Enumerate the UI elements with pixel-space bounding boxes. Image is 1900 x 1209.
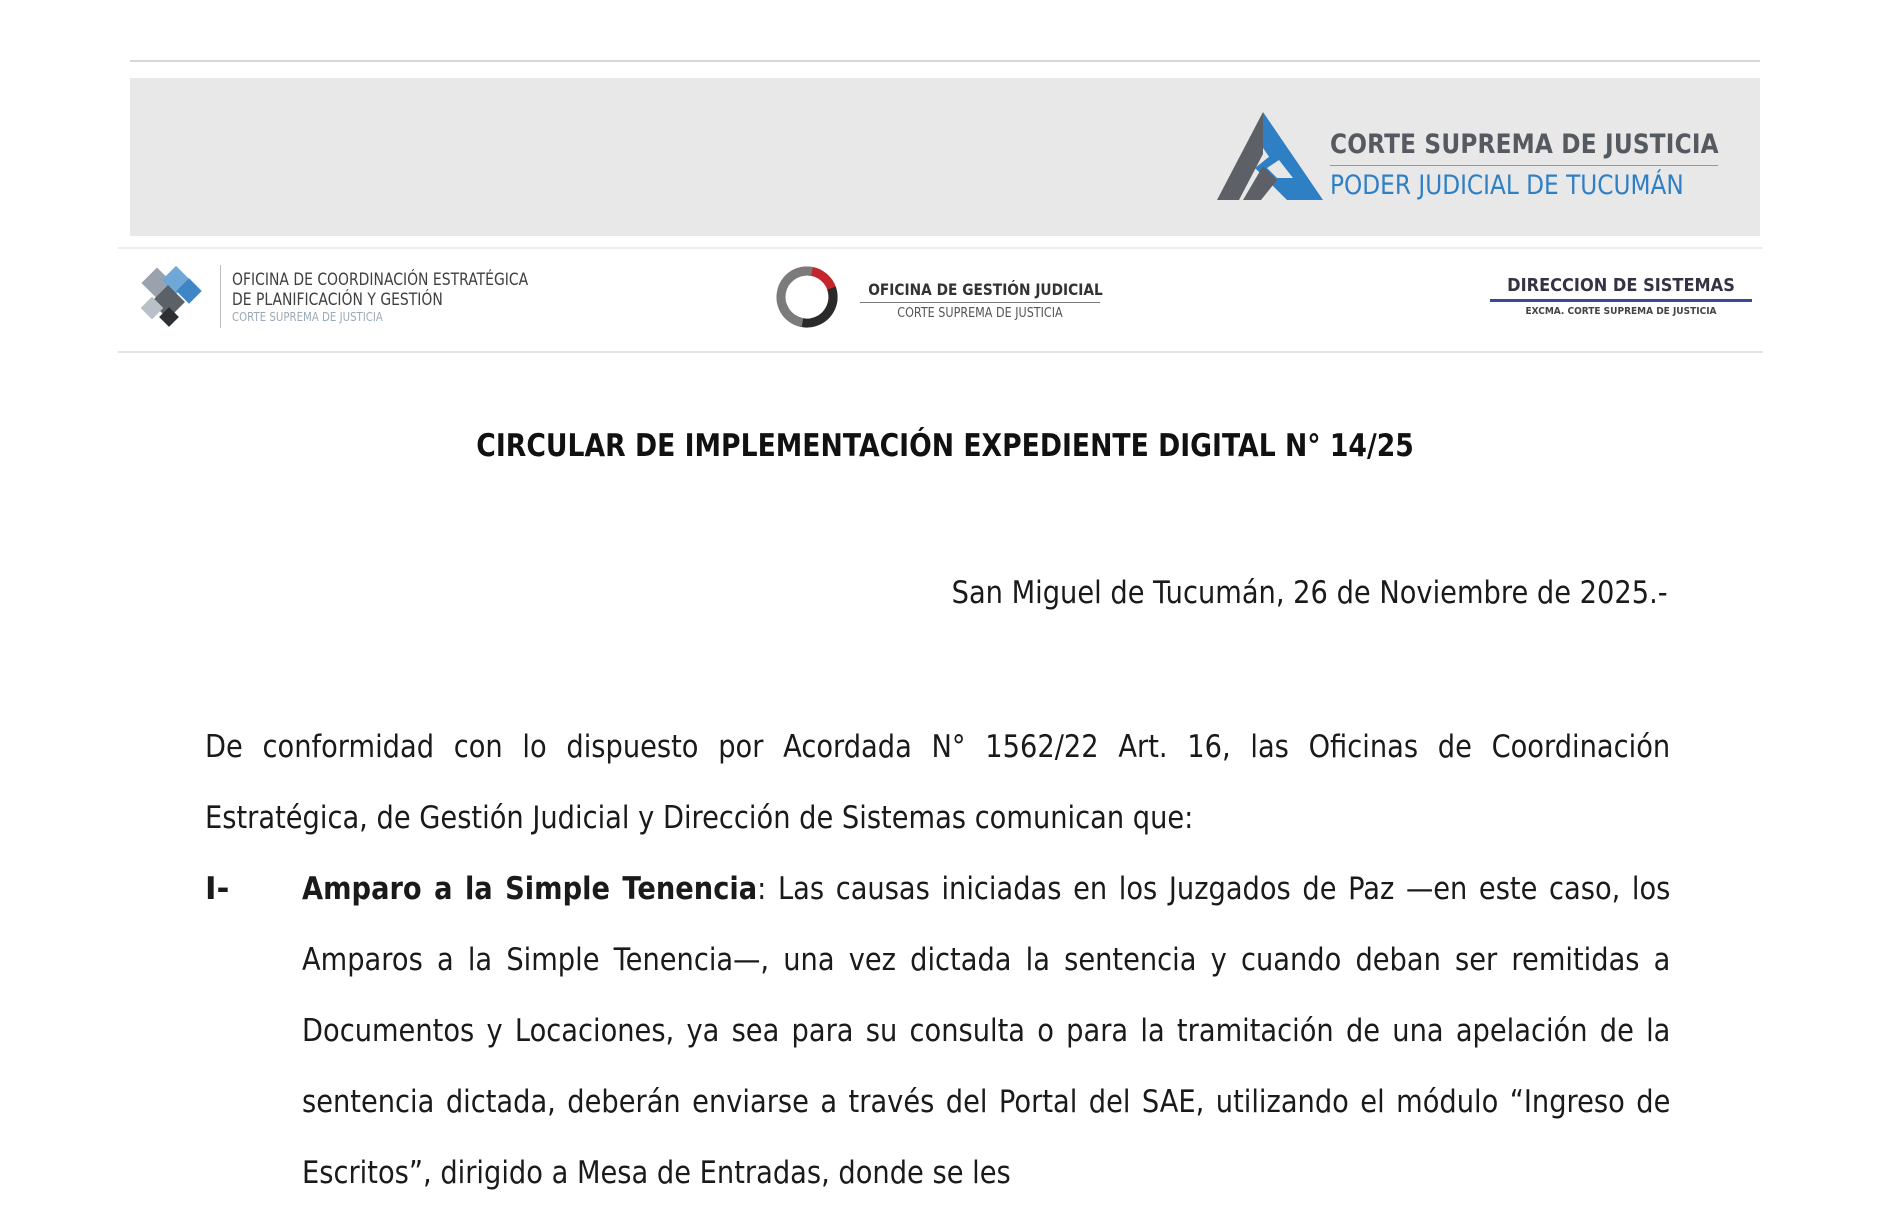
list-item-body	[302, 854, 1670, 1209]
coordination-office-divider	[220, 265, 221, 328]
court-name: CORTE SUPREMA DE JUSTICIA	[1330, 129, 1719, 160]
document-title-text: CIRCULAR DE IMPLEMENTACIÓN EXPEDIENTE DIGITAL N° 14/25	[476, 428, 1414, 464]
list-item	[205, 854, 1670, 1209]
court-logo-icon	[1215, 108, 1325, 203]
systems-office-line2: EXCMA. CORTE SUPREMA DE JUSTICIA	[1525, 306, 1717, 317]
document-body	[205, 712, 1670, 1209]
coordination-office-line2: DE PLANIFICACIÓN Y GESTIÓN	[232, 290, 443, 310]
coordination-office-line1: OFICINA DE COORDINACIÓN ESTRATÉGICA	[232, 270, 529, 290]
header-top-rule	[130, 60, 1760, 62]
document-title	[130, 428, 1760, 464]
intro-paragraph	[205, 712, 1670, 854]
list-item-text: : Las causas iniciadas en los Juzgados de Paz —en este caso, los Amparos a la Simple Tenencia—, una vez dictada la sentencia y cuando deban ser remitidas a Documentos y Locaciones, ya sea para su consulta o para la tramitación de una apelación de la sentencia dictada, deberán enviarse a través del Portal del SAE, utilizando el módulo “Ingreso de Escritos”, dirigido a Mesa de Entradas, donde se les	[302, 871, 1670, 1191]
date-line: San Miguel de Tucumán, 26 de Noviembre de 2025.-	[952, 575, 1668, 611]
systems-office-line1: DIRECCION DE SISTEMAS	[1507, 275, 1735, 296]
list-item-content	[302, 854, 1670, 1209]
judicial-office-logo-icon	[774, 264, 840, 330]
list-item-heading: Amparo a la Simple Tenencia	[302, 871, 758, 907]
court-name-divider	[1330, 165, 1718, 166]
judicial-office-divider	[860, 302, 1100, 303]
court-name-block	[1330, 128, 1730, 202]
list-item-number: I-	[205, 871, 230, 907]
judicial-office-text	[850, 280, 1110, 322]
coordination-office-line3: CORTE SUPREMA DE JUSTICIA	[232, 310, 383, 324]
coordination-office-text	[232, 270, 612, 325]
coordination-office-logo-icon	[136, 262, 208, 332]
judicial-office-line2: CORTE SUPREMA DE JUSTICIA	[897, 306, 1063, 321]
systems-office-text	[1490, 275, 1752, 318]
judiciary-name: PODER JUDICIAL DE TUCUMÁN	[1330, 170, 1684, 201]
intro-paragraph-text: De conformidad con lo dispuesto por Acordada N° 1562/22 Art. 16, las Oficinas de Coordinación Estratégica, de Gestión Judicial y Dirección de Sistemas comunican que:	[205, 729, 1671, 836]
judicial-office-line1: OFICINA DE GESTIÓN JUDICIAL	[868, 280, 1103, 299]
systems-office-divider	[1490, 299, 1752, 302]
